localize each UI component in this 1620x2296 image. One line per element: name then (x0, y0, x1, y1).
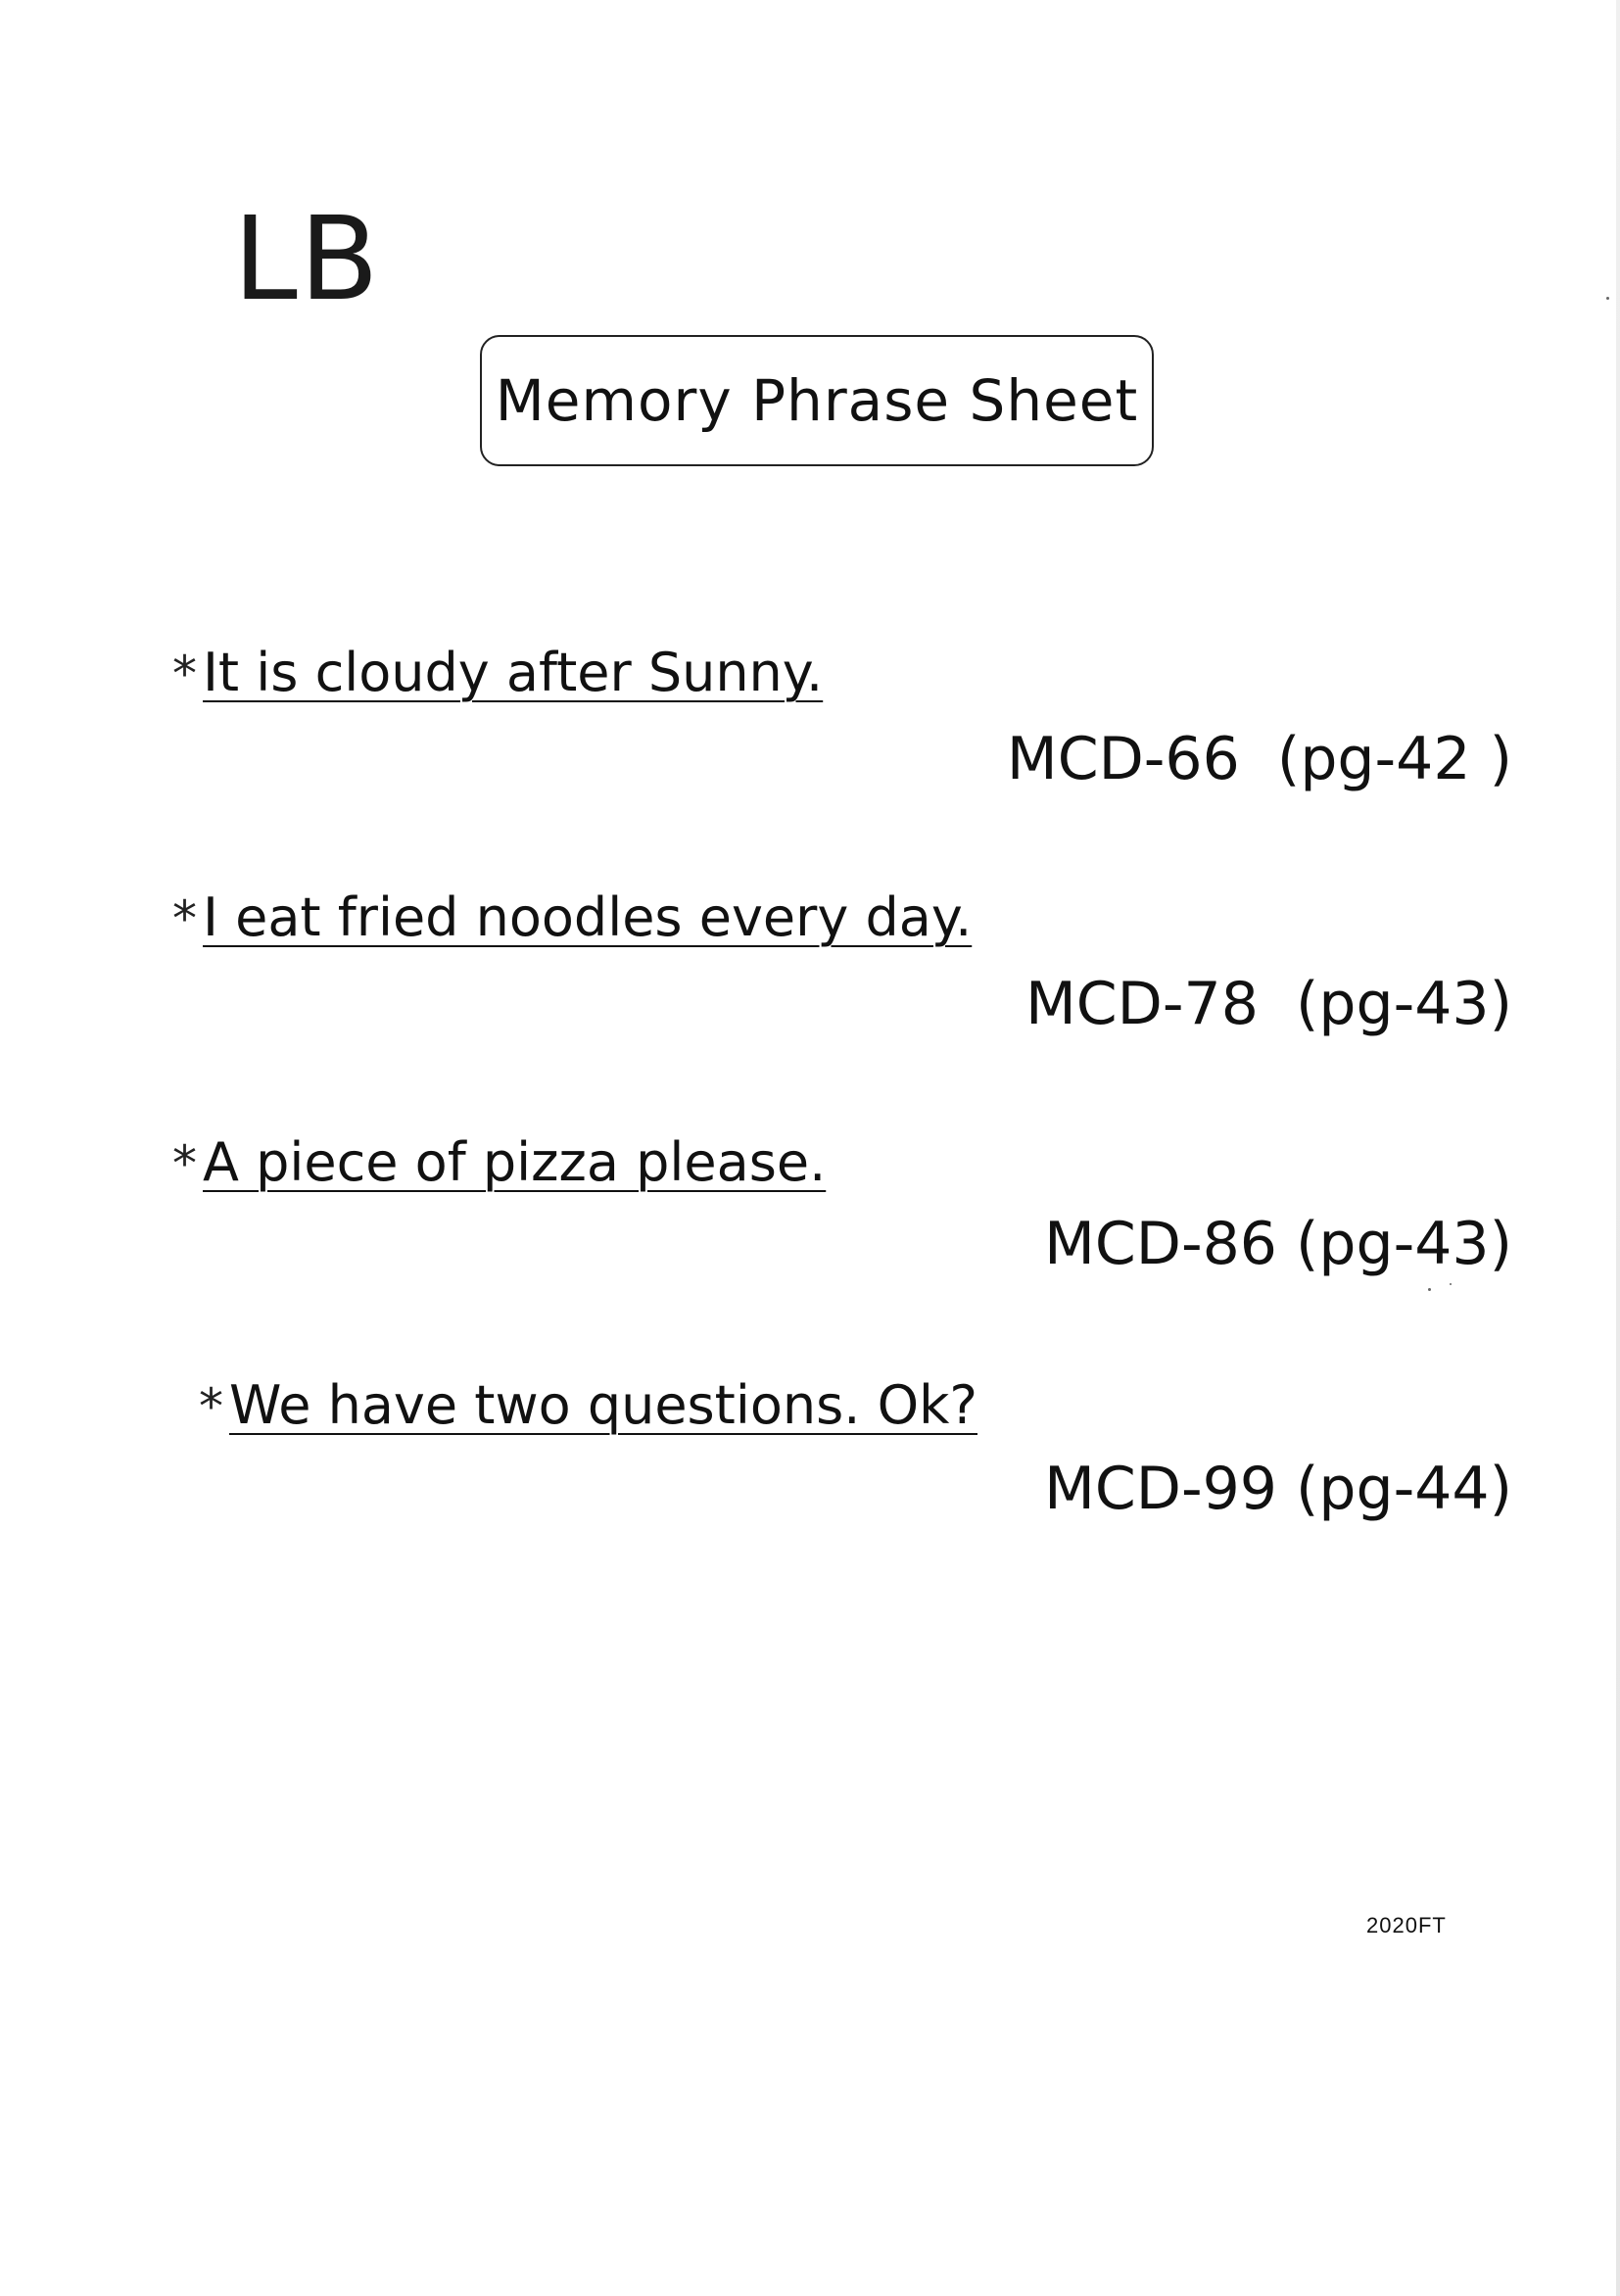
asterisk-bullet-icon: * (172, 646, 197, 702)
level-label: LB (233, 191, 381, 326)
scan-speck (1606, 297, 1609, 300)
asterisk-bullet-icon: * (172, 1135, 197, 1192)
phrase-item (172, 642, 824, 703)
asterisk-bullet-icon: * (172, 890, 197, 947)
scan-speck (1428, 1288, 1431, 1291)
title-box (480, 335, 1154, 466)
phrase-text: It is cloudy after Sunny. (203, 642, 824, 703)
footer-code: 2020FT (1366, 1913, 1447, 1937)
scan-edge (1616, 0, 1620, 2296)
asterisk-bullet-icon: * (199, 1378, 223, 1435)
phrase-item (172, 886, 973, 948)
phrase-reference: MCD-66 (pg-42 ) (1006, 725, 1512, 793)
phrase-item (172, 1131, 827, 1193)
phrase-reference: MCD-78 (pg-43) (1025, 970, 1512, 1038)
phrase-text: A piece of pizza please. (203, 1131, 827, 1193)
phrase-reference: MCD-86 (pg-43) (1044, 1210, 1512, 1278)
phrase-text: We have two questions. Ok? (229, 1374, 978, 1436)
phrase-item (199, 1374, 978, 1436)
page-title: Memory Phrase Sheet (495, 367, 1139, 434)
scan-speck (1450, 1283, 1452, 1285)
phrase-text: I eat fried noodles every day. (203, 886, 973, 948)
phrase-reference: MCD-99 (pg-44) (1044, 1455, 1512, 1523)
